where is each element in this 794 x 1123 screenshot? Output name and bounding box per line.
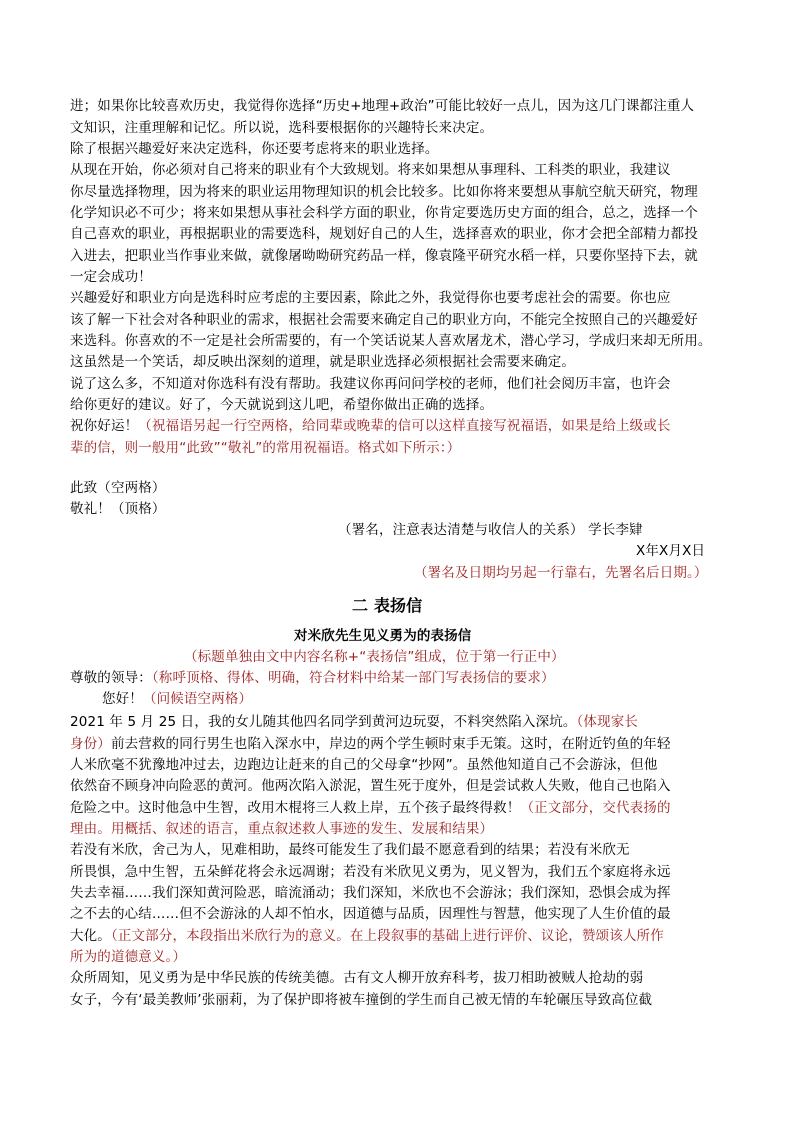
wish-note: （祝福语另起一行空两格，给同辈或晚辈的信可以这样直接写祝福语，如果是给上级或长 <box>138 418 671 434</box>
salutation: 尊敬的领导： <box>70 670 152 686</box>
paragraph-line: 你尽量选择物理，因为将来的职业运用物理知识的机会比较多。比如你将来要想从事航空航天研究，物理 <box>70 184 698 200</box>
p1-text: 前去营救的同行男生也陷入深水中，岸边的两个学生顿时束手无策。这时，在附近钓鱼的年轻 <box>110 736 671 752</box>
date-line: X年X月X日 <box>636 543 706 559</box>
paragraph-line: 进；如果你比较喜欢历史，我觉得你选择“历史+地理+政治”可能比较好一点儿，因为这几门课都注重人 <box>70 98 695 114</box>
paragraph-line <box>70 712 638 732</box>
paragraph-line: 自己喜欢的职业，再根据职业的需要选科，规划好自己的人生，选择喜欢的职业，你才会把全部精力都投 <box>70 226 698 242</box>
paragraph-note-line: 所为的道德意义。） <box>70 949 187 965</box>
p1-note: 身份） <box>70 736 111 752</box>
p1-note: （体现家长 <box>576 714 639 730</box>
title-note: （标题单独由文中内容名称+“表扬信”组成，位于第一行正中） <box>184 649 565 665</box>
paragraph-line: 这虽然是一个笑话，却反映出深刻的道理，就是职业选择必须根据社会需要来确定。 <box>70 354 576 370</box>
paragraph-line: 失去幸福……我们深知黄河险恶，暗流涌动；我们深知，米欣也不会游泳；我们深知，恐惧会成为挥 <box>70 885 671 901</box>
salutation-line <box>70 668 555 688</box>
wish-line <box>70 416 671 436</box>
p1-note: （正文部分，交代表扬的 <box>520 800 671 816</box>
section-heading: 二 表扬信 <box>352 596 423 615</box>
paragraph-line: 该了解一下社会对各种职业的需求，根据社会需要来确定自己的职业方向，不能完全按照自己的兴趣爱好 <box>70 312 698 328</box>
paragraph-line: 文知识，注重理解和记忆。所以说，选科要根据你的兴趣特长来决定。 <box>70 120 494 136</box>
paragraph-line: 从现在开始，你必须对自己将来的职业有个大致规划。将来如果想从事理科、工科类的职业，我建议 <box>70 162 671 178</box>
paragraph-line: 来选科。你喜欢的不一定是社会所需要的，有一个笑话说某人喜欢屠龙术，潜心学习，学成归来却无所用。 <box>70 333 712 349</box>
p2-text: 大化。 <box>70 928 111 944</box>
paragraph-line: 依然奋不顾身冲向险恶的黄河。他两次陷入淤泥，置生死于度外，但是尝试救人失败，他自己也陷入 <box>70 778 671 794</box>
greeting: 您好！ <box>102 691 143 707</box>
p1-text: 危险之中。这时他急中生智，改用木棍将三人救上岸，五个孩子最终得救！ <box>70 800 521 816</box>
greeting-note: （问候语空两格） <box>142 691 253 707</box>
closing-cizhi: 此致（空两格） <box>70 480 166 496</box>
signature-note: （署名及日期均另起一行靠右，先署名后日期。） <box>414 565 708 581</box>
paragraph-line: 说了这么多，不知道对你选科有没有帮助。我建议你再问问学校的老师，他们社会阅历丰富，也许会 <box>70 376 671 392</box>
paragraph-line <box>70 734 671 754</box>
paragraph-line: 众所周知，见义勇为是中华民族的传统美德。古有文人柳开放弃科考，拔刀相助被贼人抢劫的弱 <box>70 970 644 986</box>
paragraph-line: 化学知识必不可少；将来如果想从事社会科学方面的职业，你肯定要选历史方面的组合，总之，选择一个 <box>70 205 698 221</box>
paragraph-line: 给你更好的建议。好了，今天就说到这儿吧，希望你做出正确的选择。 <box>70 397 494 413</box>
closing-jingli: 敬礼！（顶格） <box>70 501 166 517</box>
paragraph-line: 之不去的心结……但不会游泳的人却不怕水，因道德与品质，因理性与智慧，他实现了人生价值的最 <box>70 906 671 922</box>
paragraph-line: 兴趣爱好和职业方向是选科时应考虑的主要因素，除此之外，我觉得你也要考虑社会的需要。你也应 <box>70 290 671 306</box>
paragraph-line: 一定会成功！ <box>70 269 152 285</box>
wish-text: 祝你好运！ <box>70 418 139 434</box>
paragraph-line: 所畏惧，急中生智，五朵鲜花将会永远凋谢；若没有米欣见义勇为，见义智为，我们五个家庭将永远 <box>70 864 671 880</box>
wish-note-cont: 辈的信，则一般用“此致”“敬礼”的常用祝福语。格式如下所示：） <box>70 440 461 456</box>
signature-line: （署名，注意表达清楚与收信人的关系） 学长李肄 <box>338 522 643 538</box>
paragraph-line: 入进去，把职业当作事业来做，就像屠呦呦研究药品一样，像袁隆平研究水稻一样，只要你坚持下去，就 <box>70 248 698 264</box>
paragraph-note-line: 理由。用概括、叙述的语言，重点叙述救人事迹的发生、发展和结果） <box>70 821 494 837</box>
paragraph-line: 除了根据兴趣爱好来决定选科，你还要考虑将来的职业选择。 <box>70 141 439 157</box>
paragraph-line: 人米欣毫不犹豫地冲过去，边跑边让赶来的自己的父母拿“抄网”。虽然他知道自己不会游泳，但他 <box>70 757 658 773</box>
p1-text: 2021 年 5 月 25 日，我的女儿随其他四名同学到黄河边玩耍，不料突然陷入深坑。 <box>70 714 577 730</box>
paragraph-line <box>70 926 664 946</box>
paragraph-line: 女子，今有‘最美教师’张丽莉，为了保护即将被车撞倒的学生而自己被无情的车轮碾压导致高位截 <box>70 992 653 1008</box>
salutation-note: （称呼顶格、得体、明确，符合材料中给某一部门写表扬信的要求） <box>151 670 555 686</box>
paragraph-line: 若没有米欣，舍己为人，见难相助，最终可能发生了我们最不愿意看到的结果；若没有米欣无 <box>70 842 630 858</box>
p2-note: （正文部分，本段指出米欣行为的意义。在上段叙事的基础上进行评价、议论，赞颂该人所作 <box>110 928 664 944</box>
paragraph-line <box>70 798 671 818</box>
greeting-line <box>102 689 252 709</box>
letter-title: 对米欣先生见义勇为的表扬信 <box>294 628 472 644</box>
